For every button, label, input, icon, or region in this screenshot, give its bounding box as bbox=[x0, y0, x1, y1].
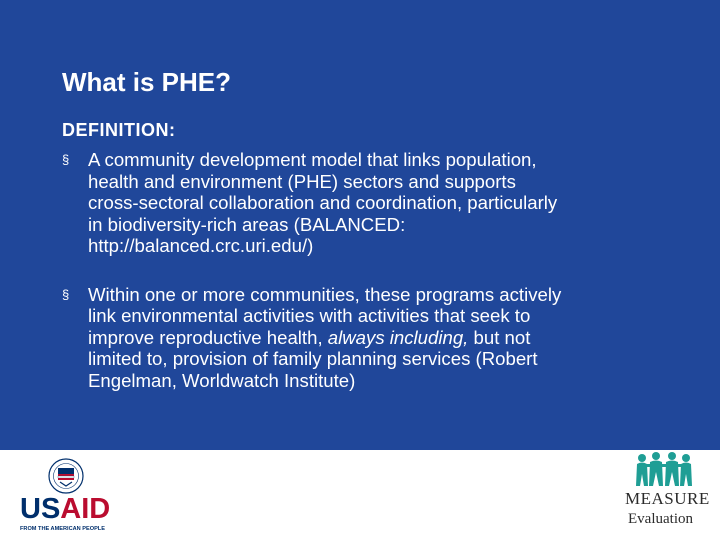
bullet-line: http://balanced.crc.uri.edu/) bbox=[88, 235, 314, 256]
bullet-line-end: but not bbox=[468, 326, 531, 348]
bullet-line: in biodiversity-rich areas (BALANCED: bbox=[88, 213, 406, 235]
bullet-line: Engelman, Worldwatch Institute) bbox=[88, 369, 356, 391]
bullet-line: A community development model that links population, bbox=[88, 149, 537, 170]
definition-heading: DEFINITION: bbox=[62, 120, 176, 140]
bullet-marker-icon: § bbox=[62, 286, 70, 302]
bullet-line: health and environment (PHE) sectors and supports bbox=[88, 170, 516, 192]
bullet-line: limited to, provision of family planning services (Robert bbox=[88, 348, 538, 369]
usaid-wordmark: USAID bbox=[20, 493, 111, 525]
bullet-list bbox=[62, 149, 712, 391]
usaid-tagline: FROM THE AMERICAN PEOPLE bbox=[20, 526, 105, 532]
measure-evaluation-logo bbox=[622, 452, 710, 536]
people-figures-icon bbox=[634, 452, 694, 486]
usaid-logo bbox=[18, 458, 114, 536]
bullet-line: link environmental activities with activities that seek to bbox=[88, 305, 531, 326]
emphasis-text: always including, bbox=[327, 326, 469, 348]
bullet-line: Within one or more communities, these programs actively bbox=[88, 283, 562, 305]
bullet-line-start: improve reproductive health, bbox=[88, 326, 328, 348]
bullet-item-definition bbox=[62, 149, 712, 257]
measure-wordmark: MEASURE bbox=[625, 489, 710, 508]
bullet-line: cross-sectoral collaboration and coordination, particularly bbox=[88, 192, 558, 213]
evaluation-wordmark: Evaluation bbox=[628, 511, 693, 527]
slide-title: What is PHE? bbox=[62, 67, 232, 97]
bullet-marker-icon: § bbox=[62, 152, 70, 167]
footer-logos bbox=[0, 450, 720, 540]
usaid-seal-icon bbox=[48, 458, 84, 494]
bullet-item-programs bbox=[62, 284, 712, 392]
